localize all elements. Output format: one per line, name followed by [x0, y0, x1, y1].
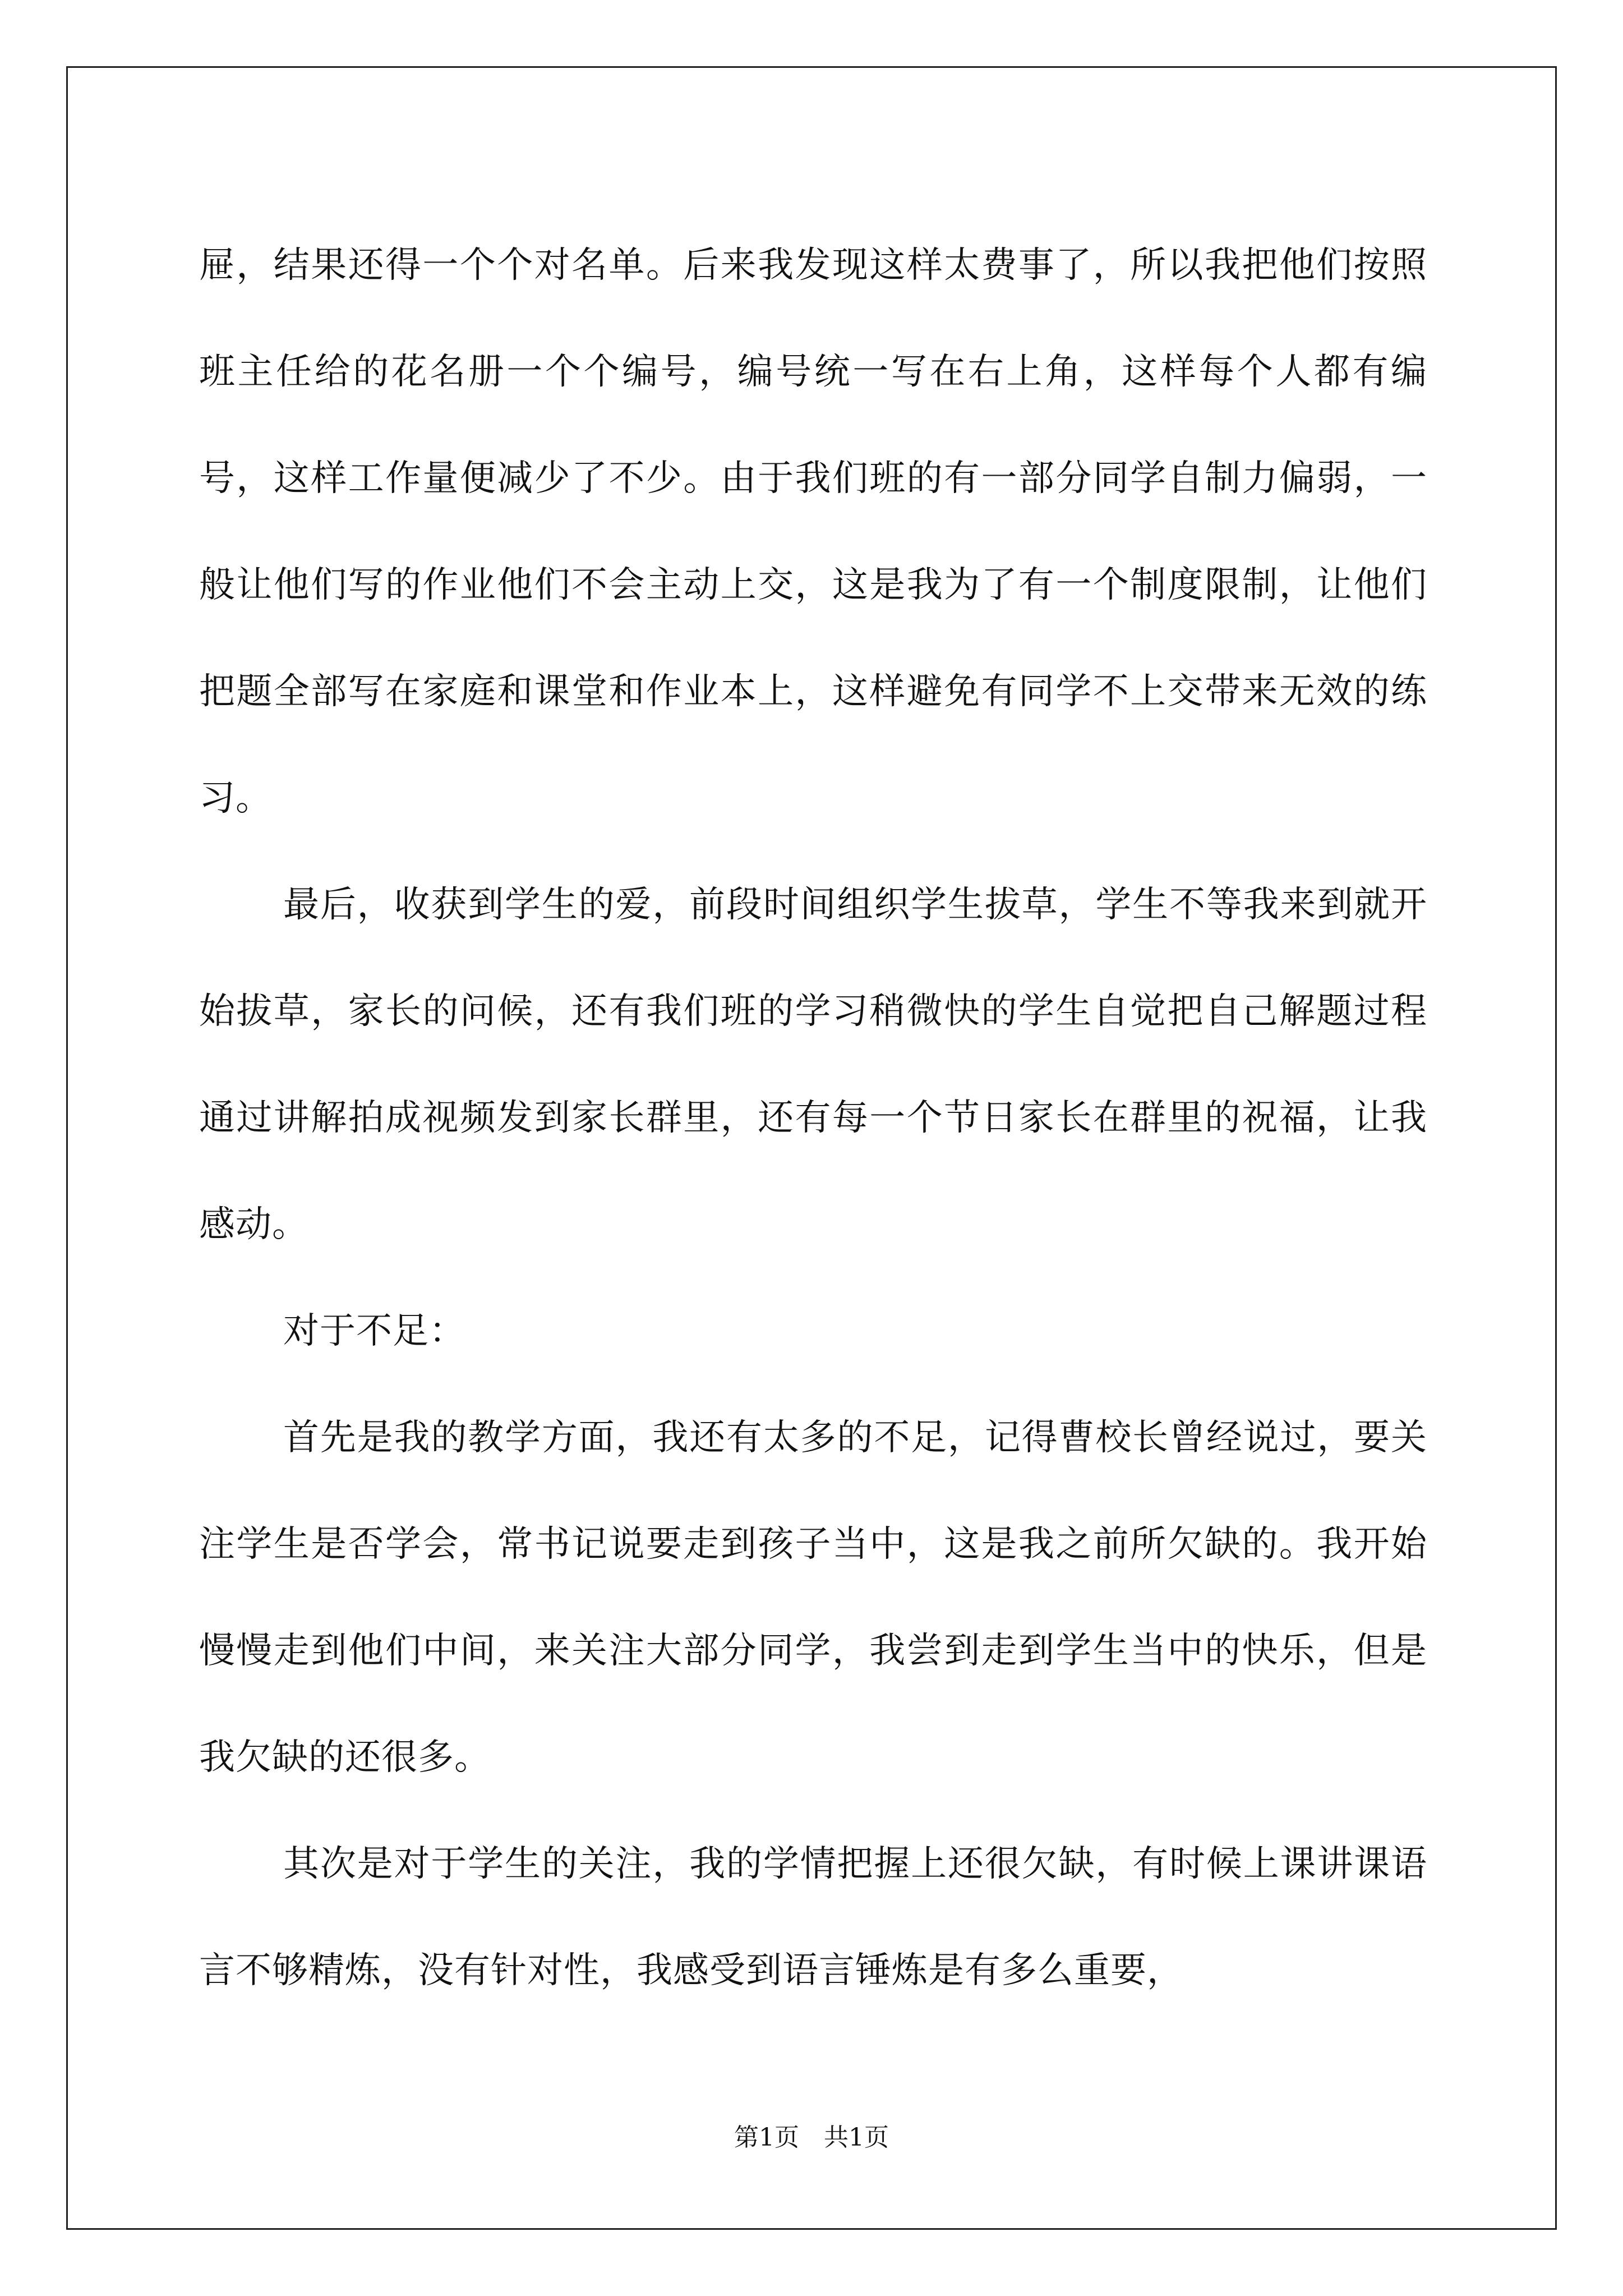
paragraph-2: 最后，收获到学生的爱，前段时间组织学生拔草，学生不等我来到就开始拔草，家长的问候，还有我们班的学习稍微快的学生自觉把自己解题过程通过讲解拍成视频发到家长群里，还有每一个节日家长在群里的祝福，让我感动。	[199, 884, 1427, 1245]
document-body	[199, 212, 1427, 2024]
paragraph-4: 首先是我的教学方面，我还有太多的不足，记得曹校长曾经说过，要关注学生是否学会，常书记说要走到孩子当中，这是我之前所欠缺的。我开始慢慢走到他们中间，来关注大部分同学，我尝到走到学生当中的快乐，但是我欠缺的还很多。	[199, 1417, 1427, 1778]
page-footer: 第1页 共1页	[734, 2123, 889, 2152]
paragraph-1: 屉，结果还得一个个对名单。后来我发现这样太费事了，所以我把他们按照班主任给的花名册一个个编号，编号统一写在右上角，这样每个人都有编号，这样工作量便减少了不少。由于我们班的有一部分同学自制力偏弱，一般让他们写的作业他们不会主动上交，这是我为了有一个制度限制，让他们把题全部写在家庭和课堂和作业本上，这样避免有同学不上交带来无效的练习。	[199, 245, 1427, 819]
paragraph-3: 对于不足：	[283, 1310, 465, 1352]
paragraph-5: 其次是对于学生的关注，我的学情把握上还很欠缺，有时候上课讲课语言不够精炼，没有针对性，我感受到语言锤炼是有多么重要，	[199, 1843, 1427, 1991]
